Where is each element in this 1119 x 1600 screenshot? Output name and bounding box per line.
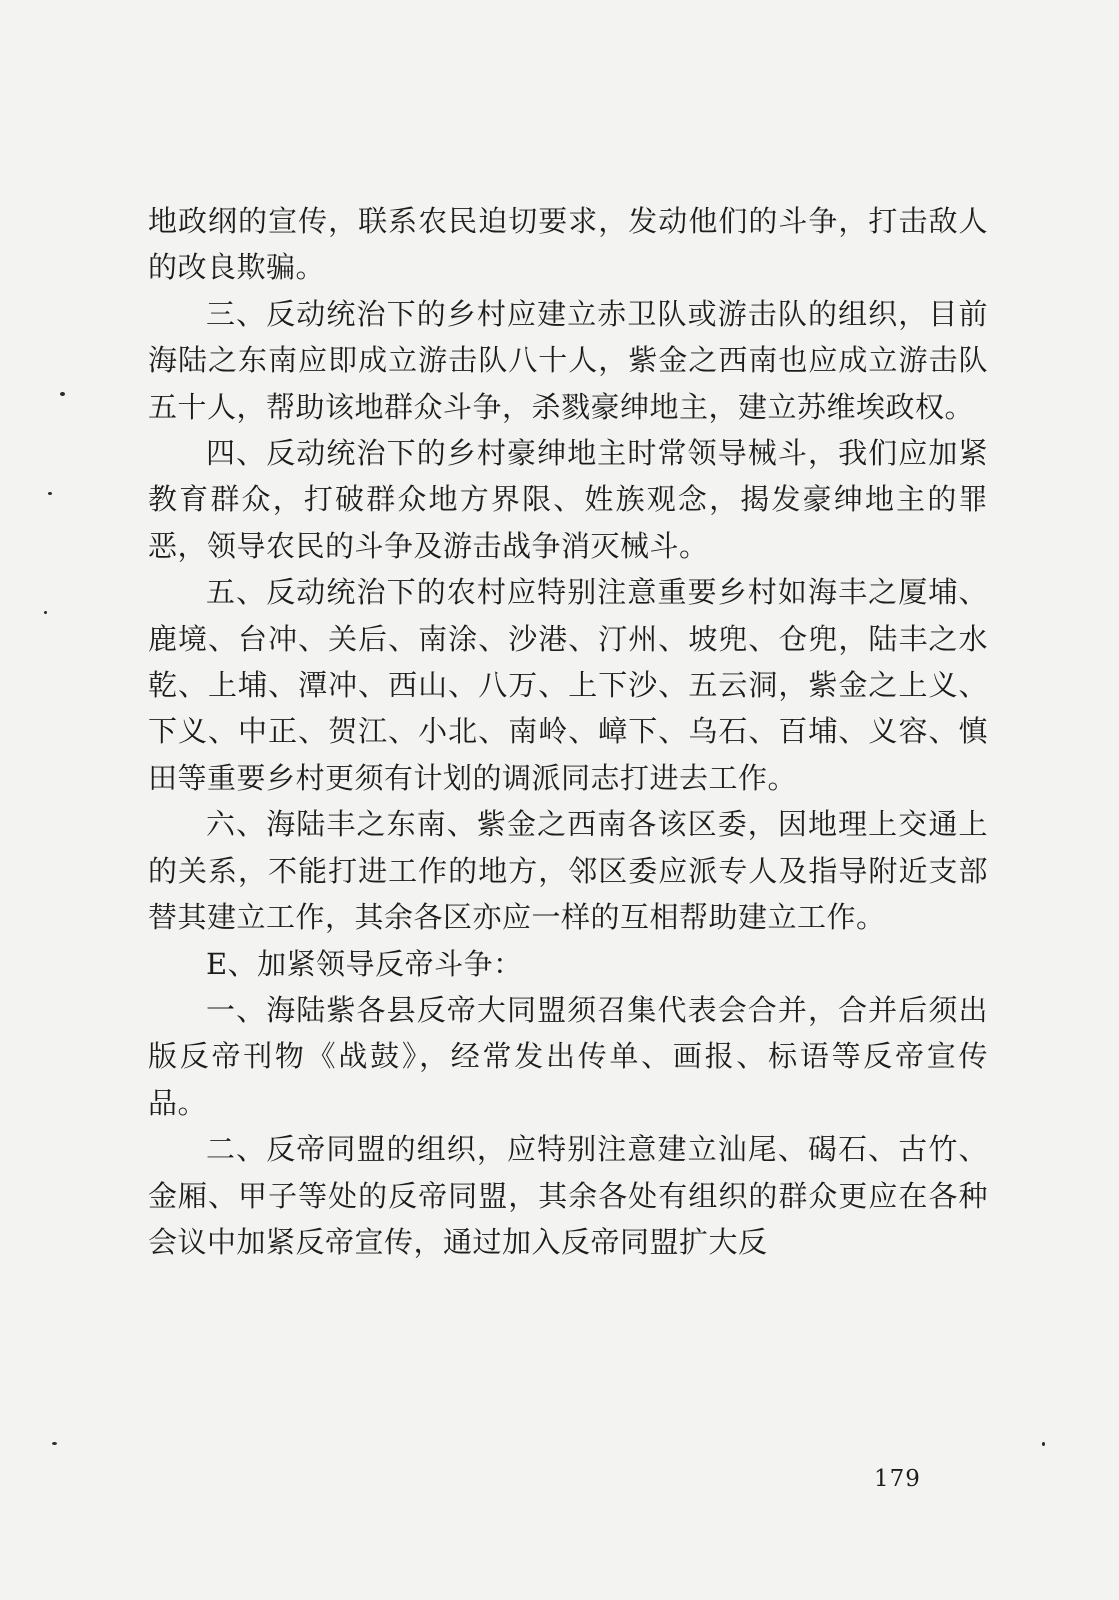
scan-speck bbox=[60, 392, 65, 396]
page-number: 179 bbox=[874, 1466, 921, 1492]
paragraph: 四、反动统治下的乡村豪绅地主时常领导械斗，我们应加紧教育群众，打破群众地方界限、姓族观念，揭发豪绅地主的罪恶，领导农民的斗争及游击战争消灭械斗。 bbox=[148, 436, 988, 563]
paragraph: 二、反帝同盟的组织，应特别注意建立汕尾、碣石、古竹、金厢、甲子等处的反帝同盟，其余各处有组织的群众更应在各种会议中加紧反帝宣传，通过加入反帝同盟扩大反 bbox=[148, 1132, 988, 1259]
paragraph: 六、海陆丰之东南、紫金之西南各该区委，因地理上交通上的关系，不能打进工作的地方，邻区委应派专人及指导附近支部替其建立工作，其余各区亦应一样的互相帮助建立工作。 bbox=[148, 807, 988, 935]
paragraph: 地政纲的宣传，联系农民迫切要求，发动他们的斗争，打击敌人的改良欺骗。 bbox=[148, 204, 988, 285]
paragraph: 五、反动统治下的农村应特别注意重要乡村如海丰之厦埔、鹿境、台冲、关后、南涂、沙港、汀州、坡兜、仓兜，陆丰之水乾、上埔、潭冲、西山、八万、上下沙、五云洞，紫金之上义、下义、中正、贺江、小北、南岭、嶂下、乌石、百埔、义容、慎田等重要乡村更须有计划的调派同志打进去工作。 bbox=[148, 575, 988, 795]
section-heading: E、加紧领导反帝斗争： bbox=[206, 946, 523, 981]
paragraph: 三、反动统治下的乡村应建立赤卫队或游击队的组织，目前海陆之东南应即成立游击队八十人，紫金之西南也应成立游击队五十人，帮助该地群众斗争，杀戮豪绅地主，建立苏维埃政权。 bbox=[148, 296, 988, 424]
scan-speck bbox=[52, 1442, 57, 1445]
scan-speck bbox=[44, 611, 47, 614]
paragraph: 一、海陆紫各县反帝大同盟须召集代表会合并，合并后须出版反帝刊物《战鼓》，经常发出传单、画报、标语等反帝宣传品。 bbox=[148, 992, 988, 1120]
scan-speck bbox=[48, 492, 52, 495]
body-text bbox=[148, 198, 988, 1265]
scan-speck bbox=[1042, 1442, 1045, 1446]
